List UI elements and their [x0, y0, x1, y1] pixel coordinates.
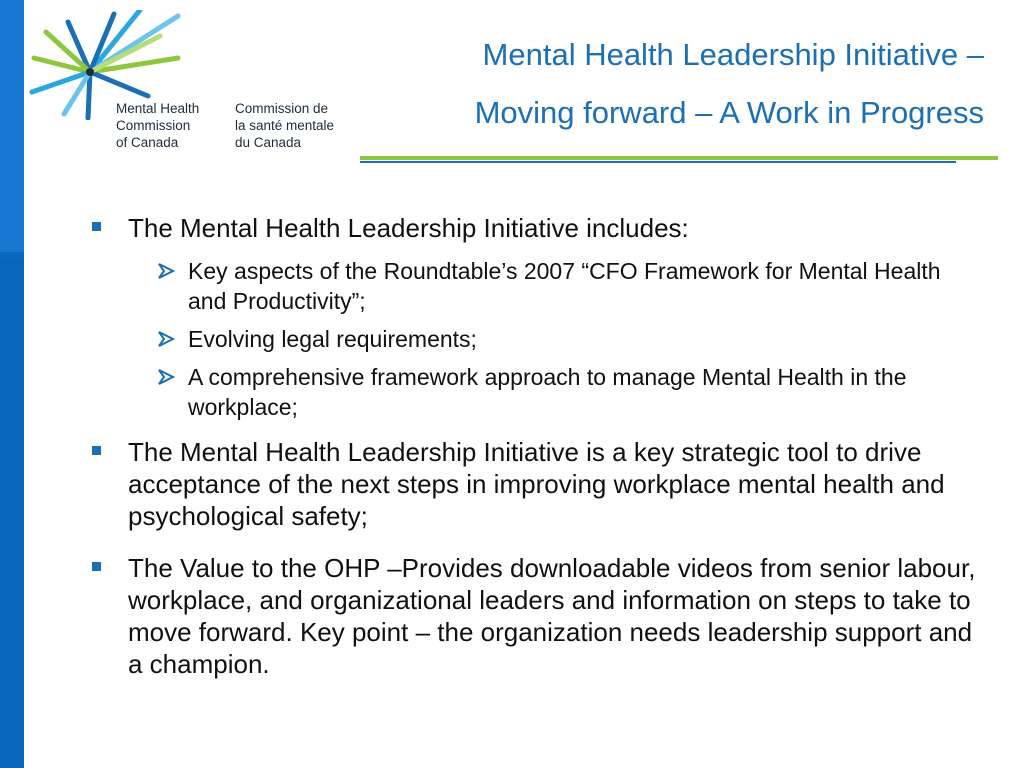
sub-bullet-item	[128, 324, 976, 354]
bullet-item	[86, 552, 976, 680]
sub-bullet-item	[128, 256, 976, 316]
logo-fr-line: Commission de	[235, 101, 329, 116]
bullet-item	[86, 212, 976, 422]
left-accent-band	[0, 0, 24, 252]
square-bullet-icon	[92, 446, 101, 455]
arrow-bullet-icon	[156, 367, 176, 387]
bullet-item	[86, 436, 976, 532]
sub-bullet-item	[128, 362, 976, 422]
mhcc-logo	[28, 10, 368, 160]
bullet-text: The Mental Health Leadership Initiative includes:	[128, 213, 689, 243]
logo-en-line: Mental Health	[116, 101, 200, 116]
logo-name-english	[116, 100, 199, 151]
left-accent-bar	[0, 0, 24, 768]
title-rule-green	[360, 156, 998, 160]
square-bullet-icon	[92, 222, 101, 231]
logo-fr-line: du Canada	[235, 135, 302, 150]
slide-title	[344, 26, 984, 142]
logo-fr-line: la santé mentale	[235, 118, 335, 133]
square-bullet-icon	[92, 562, 101, 571]
title-rule-blue	[360, 161, 956, 163]
arrow-bullet-icon	[156, 261, 176, 281]
bullet-spacer	[86, 540, 976, 552]
slide-title-line-1: Mental Health Leadership Initiative –	[482, 37, 984, 72]
bullet-text: The Value to the OHP –Provides downloadable videos from senior labour, workplace, and organizational leaders and information on steps to take to move forward. Key point – the organization needs leadership support and a champion.	[128, 553, 976, 679]
sub-bullet-list	[128, 256, 976, 422]
logo-name-french	[235, 100, 334, 151]
logo-en-line: of Canada	[116, 135, 179, 150]
arrow-bullet-icon	[156, 329, 176, 349]
sub-bullet-text: A comprehensive framework approach to manage Mental Health in the workplace;	[188, 364, 907, 420]
slide-content	[86, 212, 976, 688]
sub-bullet-text: Evolving legal requirements;	[188, 326, 477, 352]
logo-en-line: Commission	[116, 118, 191, 133]
sub-bullet-text: Key aspects of the Roundtable’s 2007 “CFO Framework for Mental Health and Productivity”;	[188, 258, 941, 314]
bullet-text: The Mental Health Leadership Initiative is a key strategic tool to drive acceptance of the next steps in improving workplace mental health and psychological safety;	[128, 437, 945, 531]
slide-title-line-2: Moving forward – A Work in Progress	[474, 95, 984, 130]
